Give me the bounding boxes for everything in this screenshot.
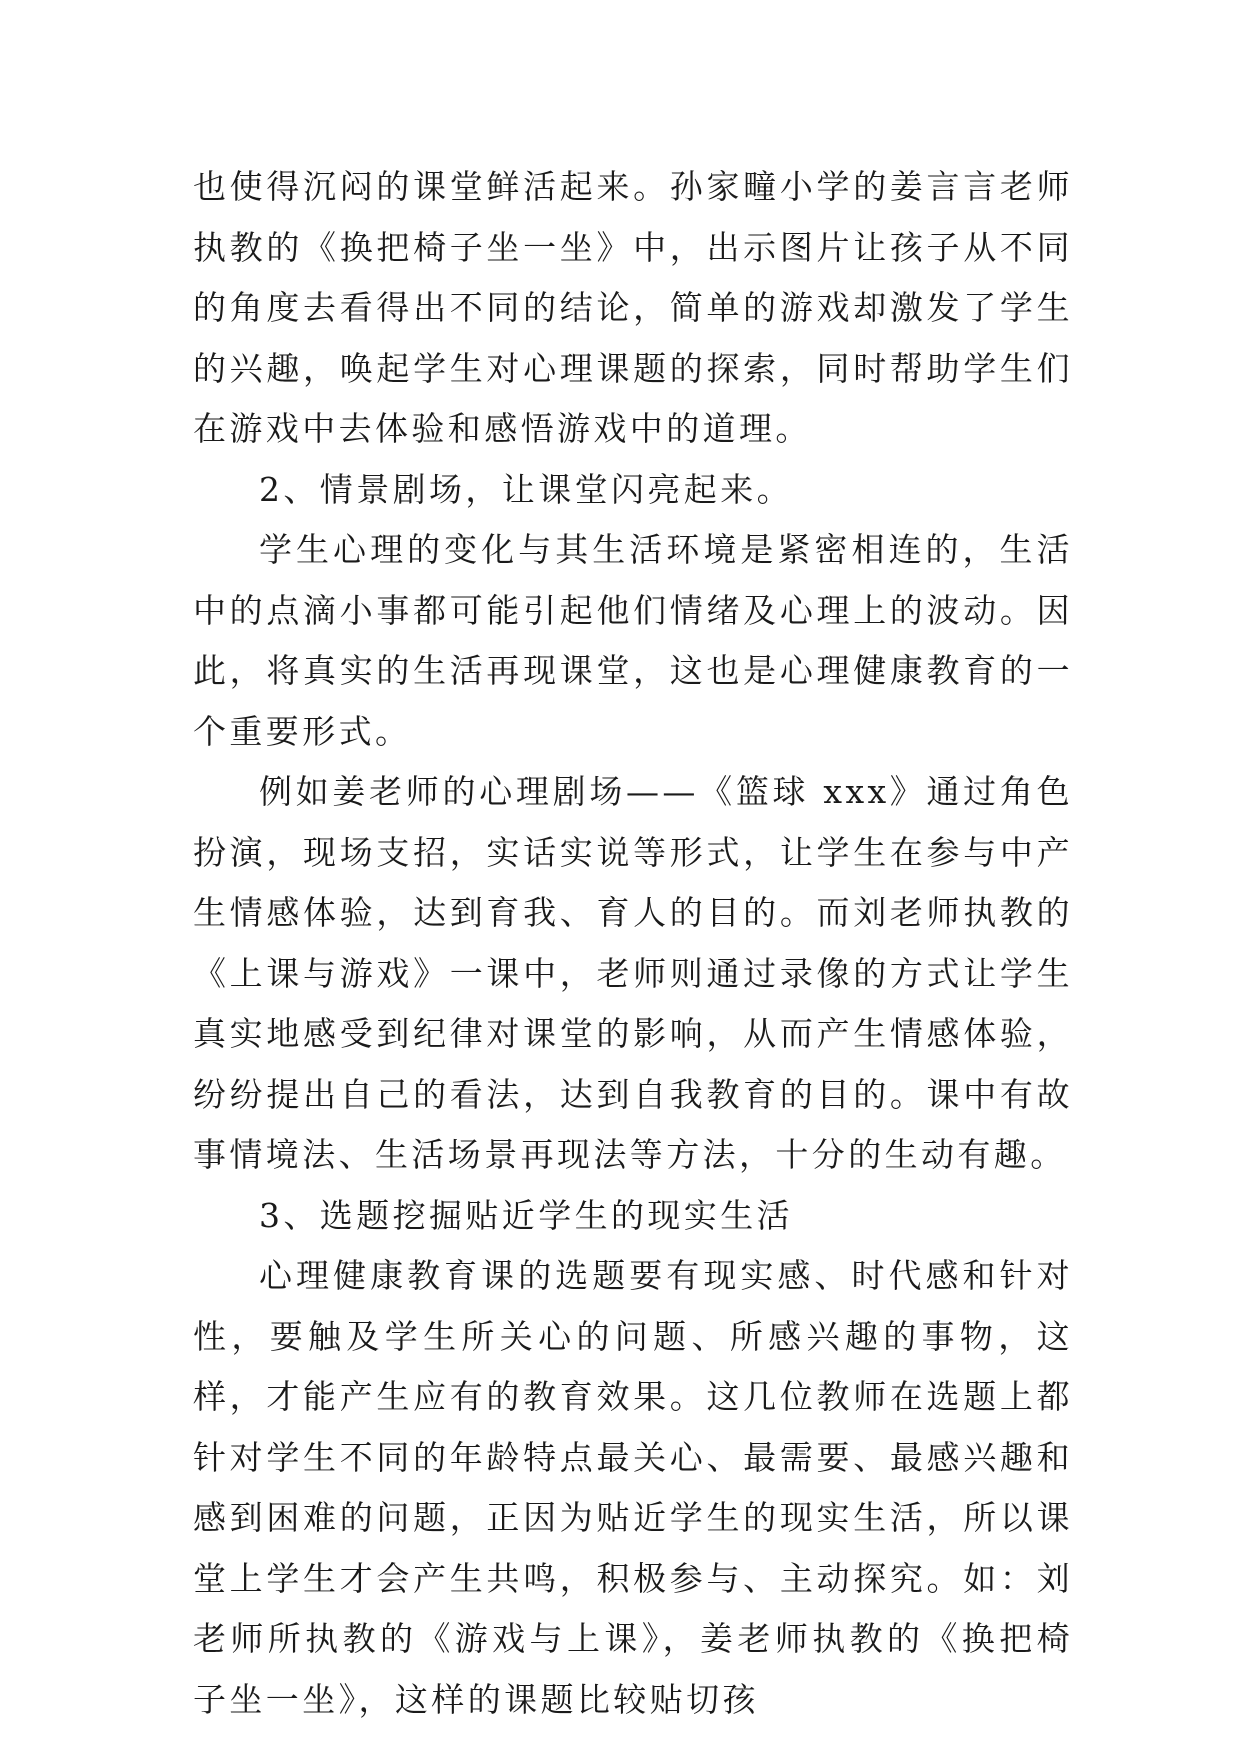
paragraph-continuation: 也使得沉闷的课堂鲜活起来。孙家疃小学的姜言言老师执教的《换把椅子坐一坐》中，出示图片让孩子从不同的角度去看得出不同的结论，简单的游戏却激发了学生的兴趣，唤起学生对心理课题的探索，同时帮助学生们在游戏中去体验和感悟游戏中的道理。 xyxy=(193,167,1073,448)
document-body xyxy=(193,157,1073,1730)
section-heading-3: 3、选题挖掘贴近学生的现实生活 xyxy=(259,1195,793,1235)
paragraph-psych-theater-example: 例如姜老师的心理剧场——《篮球 xxx》通过角色扮演，现场支招，实话实说等形式，让学生在参与中产生情感体验，达到育我、育人的目的。而刘老师执教的《上课与游戏》一课中，老师则通过录像的方式让学生真实地感受到纪律对课堂的影响，从而产生情感体验，纷纷提出自己的看法，达到自我教育的目的。课中有故事情境法、生活场景再现法等方法，十分的生动有趣。 xyxy=(193,772,1073,1174)
paragraph-life-psychology: 学生心理的变化与其生活环境是紧密相连的，生活中的点滴小事都可能引起他们情绪及心理上的波动。因此，将真实的生活再现课堂，这也是心理健康教育的一个重要形式。 xyxy=(193,530,1073,751)
section-heading-2: 2、情景剧场，让课堂闪亮起来。 xyxy=(259,469,793,509)
paragraph-topic-selection: 心理健康教育课的选题要有现实感、时代感和针对性，要触及学生所关心的问题、所感兴趣的事物，这样，才能产生应有的教育效果。这几位教师在选题上都针对学生不同的年龄特点最关心、最需要、最感兴趣和感到困难的问题，正因为贴近学生的现实生活，所以课堂上学生才会产生共鸣，积极参与、主动探究。如：刘老师所执教的《游戏与上课》，姜老师执教的《换把椅子坐一坐》，这样的课题比较贴切孩 xyxy=(193,1256,1073,1719)
